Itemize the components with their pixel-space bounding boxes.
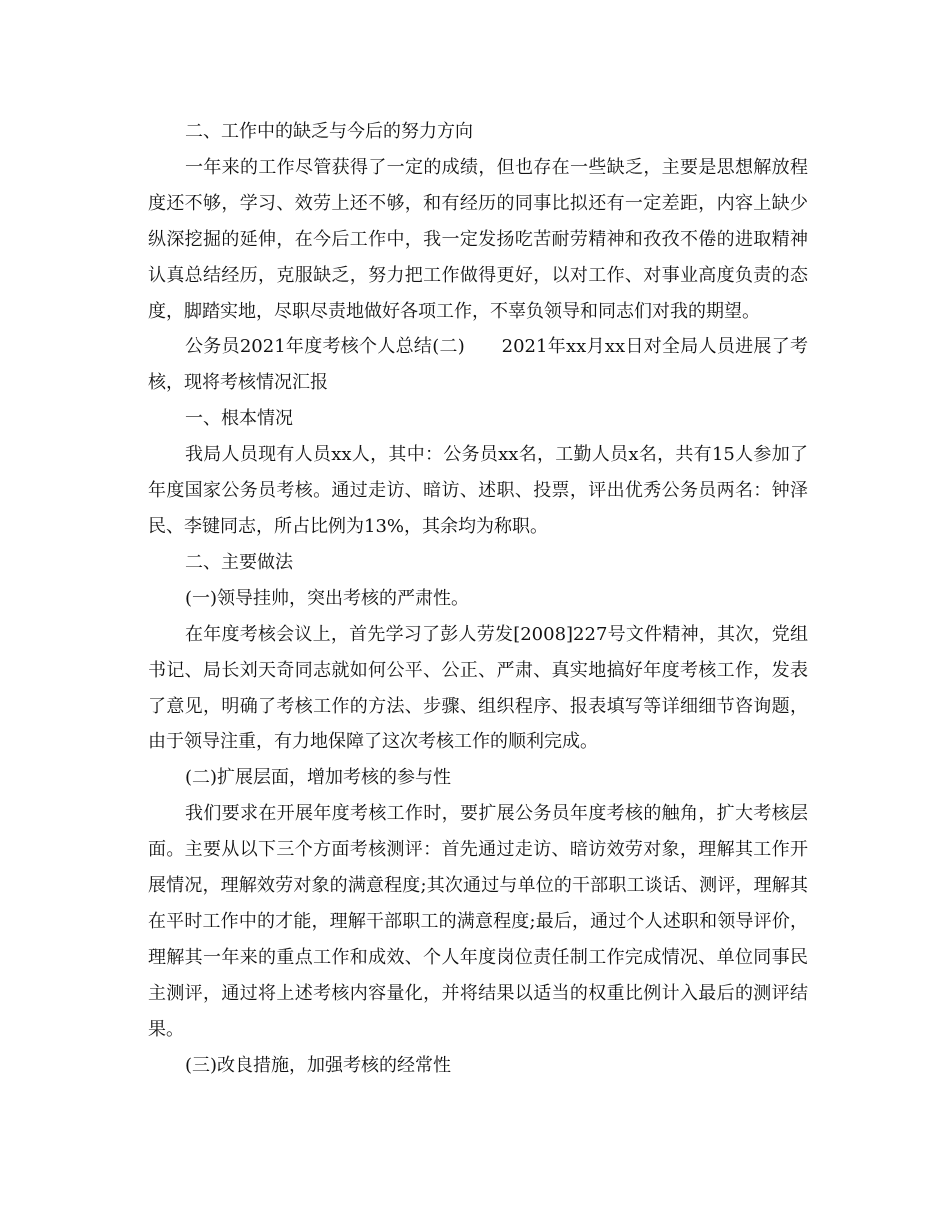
- paragraph-summary-title: 公务员2021年度考核个人总结(二) 2021年xx月xx日对全局人员进展了考核，现将考核情况汇报: [148, 336, 808, 394]
- paragraph-shortcomings-text: 一年来的工作尽管获得了一定的成绩，但也存在一些缺乏，主要是思想解放程度还不够，学习、效劳上还不够，和有经历的同事比拟还有一定差距，内容上缺少纵深挖掘的延伸，在今后工作中，我一定发扬吃苦耐劳精神和孜孜不倦的进取精神认真总结经历，克服缺乏，努力把工作做得更好，以对工作、对事业高度负责的态度，脚踏实地，尽职尽责地做好各项工作，不辜负领导和同志们对我的期望。: [148, 156, 808, 322]
- paragraph-participation-text: 我们要求在开展年度考核工作时，要扩展公务员年度考核的触角，扩大考核层面。主要从以下三个方面考核测评：首先通过走访、暗访效劳对象，理解其工作开展情况，理解效劳对象的满意程度;其次通过与单位的干部职工谈话、测评，理解其在平时工作中的才能，理解干部职工的满意程度;最后，通过个人述职和领导评价，理解其一年来的重点工作和成效、个人年度岗位责任制工作完成情况、单位同事民主测评，通过将上述考核内容量化，并将结果以适当的权重比例计入最后的测评结果。: [148, 803, 808, 1040]
- subheading-participation: (二)扩展层面，增加考核的参与性: [185, 767, 452, 789]
- subheading-leadership: (一)领导挂帅，突出考核的严肃性。: [185, 587, 470, 609]
- paragraph-basic-situation-text: 我局人员现有人员xx人，其中：公务员xx名，工勤人员x名，共有15人参加了年度国家公务员考核。通过走访、暗访、述职、投票，评出优秀公务员两名：钟泽民、李键同志，所占比例为13%，其余均为称职。: [148, 444, 808, 537]
- document-body: [148, 114, 808, 1083]
- paragraph-leadership-text: 在年度考核会议上，首先学习了彭人劳发[2008]227号文件精神，其次，党组书记、局长刘天奇同志就如何公平、公正、严肃、真实地搞好年度考核工作，发表了意见，明确了考核工作的方法、步骤、组织程序、报表填写等详细细节咨询题，由于领导注重，有力地保障了这次考核工作的顺利完成。: [148, 623, 808, 753]
- subheading-improvement: (三)改良措施，加强考核的经常性: [185, 1054, 452, 1076]
- section-heading-main-practices: 二、主要做法: [185, 551, 293, 573]
- section-heading-basic-situation: 一、根本情况: [185, 408, 293, 430]
- section-heading-shortcomings: 二、工作中的缺乏与今后的努力方向: [185, 121, 473, 142]
